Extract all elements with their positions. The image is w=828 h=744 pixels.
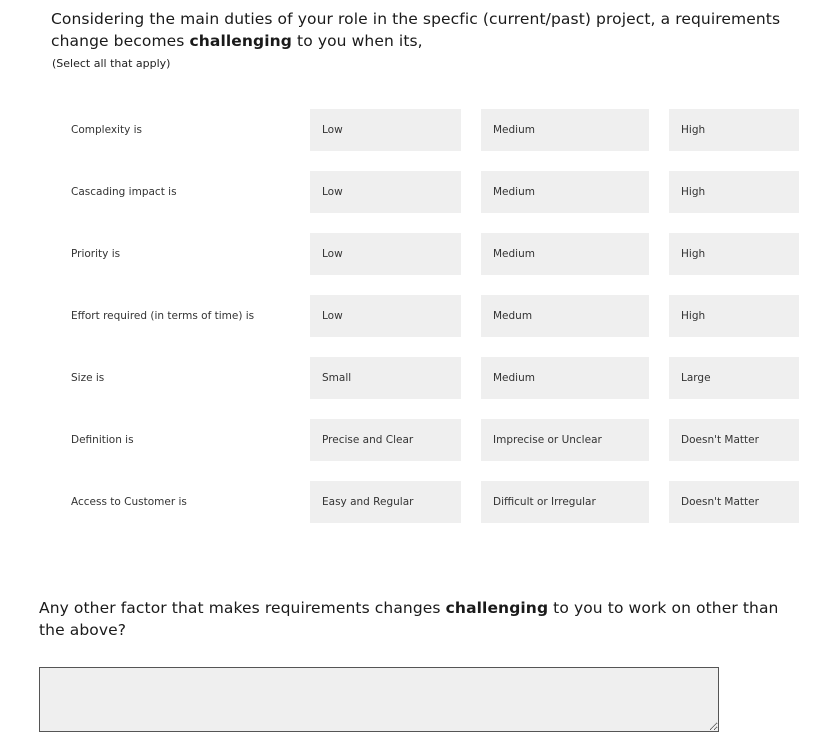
option-button-3[interactable]: High xyxy=(669,109,799,151)
matrix-row xyxy=(0,357,828,399)
option-button-2[interactable]: Imprecise or Unclear xyxy=(481,419,649,461)
question-1-text xyxy=(51,8,811,52)
row-label: Access to Customer is xyxy=(71,496,187,508)
option-button-1[interactable]: Low xyxy=(310,233,461,275)
option-button-2[interactable]: Medum xyxy=(481,295,649,337)
option-button-3[interactable]: High xyxy=(669,233,799,275)
other-factor-textarea[interactable] xyxy=(39,667,719,732)
option-button-3[interactable]: Doesn't Matter xyxy=(669,419,799,461)
option-button-1[interactable]: Low xyxy=(310,109,461,151)
option-button-2[interactable]: Medium xyxy=(481,357,649,399)
matrix-row xyxy=(0,233,828,275)
option-button-3[interactable]: Doesn't Matter xyxy=(669,481,799,523)
option-button-2[interactable]: Medium xyxy=(481,171,649,213)
row-label: Complexity is xyxy=(71,124,143,136)
question-2-text xyxy=(39,597,799,641)
matrix-row xyxy=(0,419,828,461)
question-1-suffix: to you when its, xyxy=(292,32,423,50)
option-button-1[interactable]: Low xyxy=(310,171,461,213)
select-all-hint: (Select all that apply) xyxy=(52,57,171,70)
option-button-3[interactable]: Large xyxy=(669,357,799,399)
option-button-3[interactable]: High xyxy=(669,295,799,337)
row-label: Size is xyxy=(71,372,105,384)
question-2-suffix: to you to work on other than the above? xyxy=(39,599,779,639)
option-button-2[interactable]: Medium xyxy=(481,109,649,151)
matrix-row xyxy=(0,109,828,151)
row-label: Priority is xyxy=(71,248,121,260)
matrix-row xyxy=(0,295,828,337)
matrix-row xyxy=(0,171,828,213)
question-2-prefix: Any other factor that makes requirements changes xyxy=(39,599,446,617)
option-button-2[interactable]: Medium xyxy=(481,233,649,275)
option-button-2[interactable]: Difficult or Irregular xyxy=(481,481,649,523)
option-button-3[interactable]: High xyxy=(669,171,799,213)
option-button-1[interactable]: Precise and Clear xyxy=(310,419,461,461)
row-label: Cascading impact is xyxy=(71,186,177,198)
option-button-1[interactable]: Easy and Regular xyxy=(310,481,461,523)
row-label: Effort required (in terms of time) is xyxy=(71,310,255,322)
option-button-1[interactable]: Small xyxy=(310,357,461,399)
question-1-prefix: Considering the main duties of your role in the specfic (current/past) project, a requirements change becomes xyxy=(51,10,781,50)
matrix-row xyxy=(0,481,828,523)
row-label: Definition is xyxy=(71,434,134,446)
question-2-emphasis: challenging xyxy=(445,599,549,617)
question-1-emphasis: challenging xyxy=(189,32,292,50)
option-button-1[interactable]: Low xyxy=(310,295,461,337)
